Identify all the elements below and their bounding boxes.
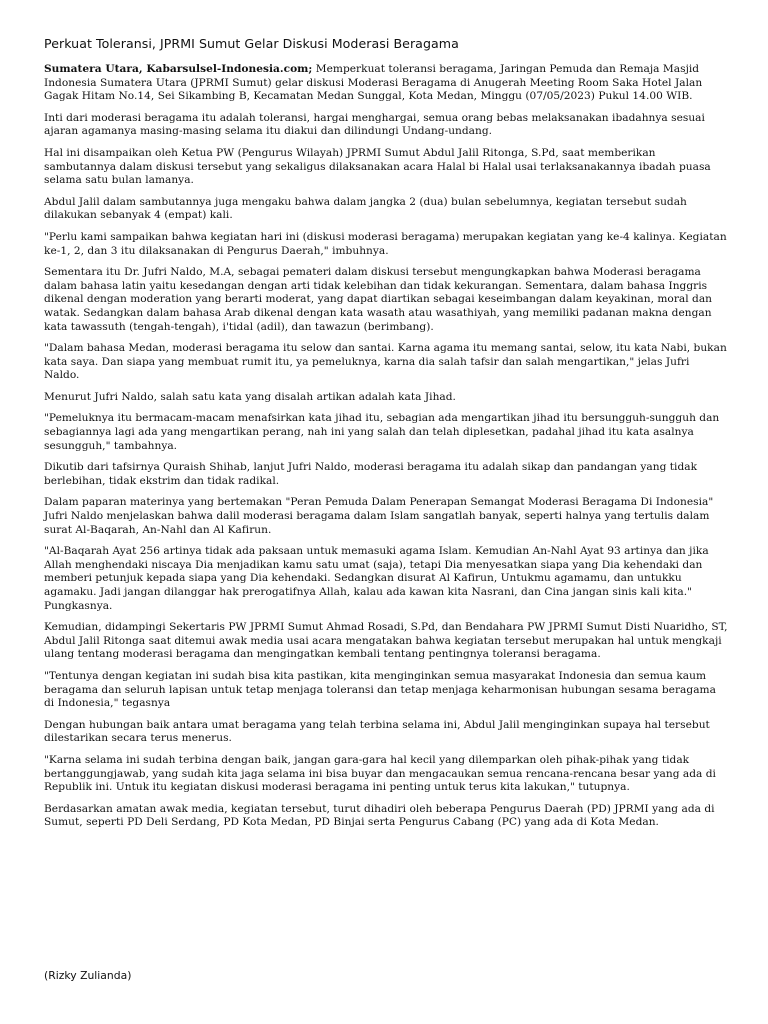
lead-paragraph bbox=[44, 63, 728, 104]
body-paragraph-10: Dalam paparan materinya yang bertemakan "Peran Pemuda Dalam Penerapan Semangat Moderasi Beragama Di Indonesia" Jufri Naldo menjelaskan bahwa dalil moderasi beragama dalam Islam sangatlah banyak, seperti halnya yang tertulis dalam surat Al-Baqarah, An-Nahl dan Al Kafirun. bbox=[44, 496, 714, 536]
body-paragraph-16: Berdasarkan amatan awak media, kegiatan tersebut, turut dihadiri oleh beberapa Pengurus Daerah (PD) JPRMI yang ada di Sumut, seperti PD Deli Serdang, PD Kota Medan, PD Binjai serta Pengurus Cabang (PC) yang ada di Kota Medan. bbox=[44, 802, 715, 829]
body-paragraph-5: Sementara itu Dr. Jufri Naldo, M.A, sebagai pemateri dalam diskusi tersebut mengungkapkan bahwa Moderasi beragama dalam bahasa latin yaitu kesedangan dengan arti tidak kelebihan dan tidak kekurangan. Sementara, dalam bahasa Inggris dikenal dengan moderation yang berarti moderat, yang dapat diartikan sebagai keseimbangan dalam keyakinan, moral dan watak. Sedangkan dalam bahasa Arab dikenal dengan kata wasath atau wasathiyah, yang memiliki padanan makna dengan kata tawassuth (tengah-tengah), i'tidal (adil), dan tawazun (berimbang). bbox=[44, 266, 713, 333]
lead-source: Sumatera Utara, Kabarsulsel-Indonesia.com; bbox=[44, 63, 313, 75]
article-title: Perkuat Toleransi, JPRMI Sumut Gelar Diskusi Moderasi Beragama bbox=[44, 36, 459, 51]
body-paragraph-6: "Dalam bahasa Medan, moderasi beragama itu selow dan santai. Karna agama itu memang santai, selow, itu kata Nabi, bukan kata saya. Dan siapa yang membuat rumit itu, ya pemeluknya, karna dia salah tafsir dan salah mengartikan," jelas Jufri Naldo. bbox=[44, 342, 727, 382]
body-paragraph-7: Menurut Jufri Naldo, salah satu kata yang disalah artikan adalah kata Jihad. bbox=[44, 390, 456, 403]
body-paragraph-1: Inti dari moderasi beragama itu adalah toleransi, hargai menghargai, semua orang bebas melaksanakan ibadahnya sesuai ajaran agamanya masing-masing selama itu diakui dan dilindungi Undang-undang. bbox=[44, 111, 705, 138]
body-paragraph-4: "Perlu kami sampaikan bahwa kegiatan hari ini (diskusi moderasi beragama) merupakan kegiatan yang ke-4 kalinya. Kegiatan ke-1, 2, dan 3 itu dilaksanakan di Pengurus Daerah," imbuhnya. bbox=[44, 230, 727, 257]
body-paragraph-2: Hal ini disampaikan oleh Ketua PW (Pengurus Wilayah) JPRMI Sumut Abdul Jalil Ritonga, S.Pd, saat memberikan sambutannya dalam diskusi tersebut yang sekaligus dilaksanakan acara Halal bi Halal usai terlaksanakannya ibadah puasa selama satu bulan lamanya. bbox=[44, 146, 711, 187]
body-paragraph-14: Dengan hubungan baik antara umat beragama yang telah terbina selama ini, Abdul Jalil menginginkan supaya hal tersebut dilestarikan secara terus menerus. bbox=[44, 718, 710, 745]
body-paragraph-3: Abdul Jalil dalam sambutannya juga mengaku bahwa dalam jangka 2 (dua) bulan sebelumnya, kegiatan tersebut sudah dilakukan sebanyak 4 (empat) kali. bbox=[44, 195, 687, 222]
body-paragraph-12: Kemudian, didampingi Sekertaris PW JPRMI Sumut Ahmad Rosadi, S.Pd, dan Bendahara PW JPRMI Sumut Disti Nuaridho, ST, Abdul Jalil Ritonga saat ditemui awak media usai acara mengatakan bahwa kegiatan tersebut merupakan hal untuk mengkaji ulang tentang moderasi beragama dan mengingatkan kembali tentang pentingnya toleransi beragama. bbox=[44, 621, 728, 661]
body-paragraph-15: "Karna selama ini sudah terbina dengan baik, jangan gara-gara hal kecil yang dilemparkan oleh pihak-pihak yang tidak bertanggungjawab, yang sudah kita jaga selama ini bisa buyar dan mengacaukan semua rencana-rencana besar yang ada di Republik ini. Untuk itu kegiatan diskusi moderasi beragama ini penting untuk terus kita lakukan," tutupnya. bbox=[44, 753, 716, 794]
lead-text: Memperkuat toleransi beragama, Jaringan Pemuda dan Remaja Masjid Indonesia Sumatera Utara (JPRMI Sumut) gelar diskusi Moderasi Beragama di Anugerah Meeting Room Saka Hotel Jalan Gagak Hitam No.14, Sei Sikambing B, Kecamatan Medan Sunggal, Kota Medan, Minggu (07/05/2023) Pukul 14.00 WIB. bbox=[44, 63, 703, 103]
body-paragraph-8: "Pemeluknya itu bermacam-macam menafsirkan kata jihad itu, sebagian ada mengartikan jihad itu bersungguh-sungguh dan sebagiannya lagi ada yang mengartikan perang, nah ini yang salah dan telah diplesetkan, padahal jihad itu kata asalnya sesungguh," tambahnya. bbox=[44, 412, 720, 452]
body-paragraph-9: Dikutib dari tafsirnya Quraish Shihab, lanjut Jufri Naldo, moderasi beragama itu adalah sikap dan pandangan yang tidak berlebihan, tidak ekstrim dan tidak radikal. bbox=[44, 461, 698, 487]
body-paragraph-11: "Al-Baqarah Ayat 256 artinya tidak ada paksaan untuk memasuki agama Islam. Kemudian An-Nahl Ayat 93 artinya dan jika Allah menghendaki niscaya Dia menjadikan kamu satu umat (saja), tetapi Dia menyesatkan siapa yang Dia kehendaki dan memberi petunjuk kepada siapa yang Dia kehendaki. Sedangkan disurat Al Kafirun, Untukmu agamamu, dan untukku agamaku. Jadi jangan dilanggar hak prerogatifnya Allah, kalau ada kawan kita Nasrani, dan Cina jangan sinis kali kita." Pungkasnya. bbox=[44, 545, 709, 612]
article bbox=[44, 36, 728, 838]
body-paragraph-13: "Tentunya dengan kegiatan ini sudah bisa kita pastikan, kita menginginkan semua masyarakat Indonesia dan semua kaum beragama dan seluruh lapisan untuk tetap menjaga toleransi dan tetap menjaga keharmonisan hubungan sesama beragama di Indonesia," tegasnya bbox=[44, 669, 716, 710]
author-byline: (Rizky Zulianda) bbox=[44, 969, 132, 982]
